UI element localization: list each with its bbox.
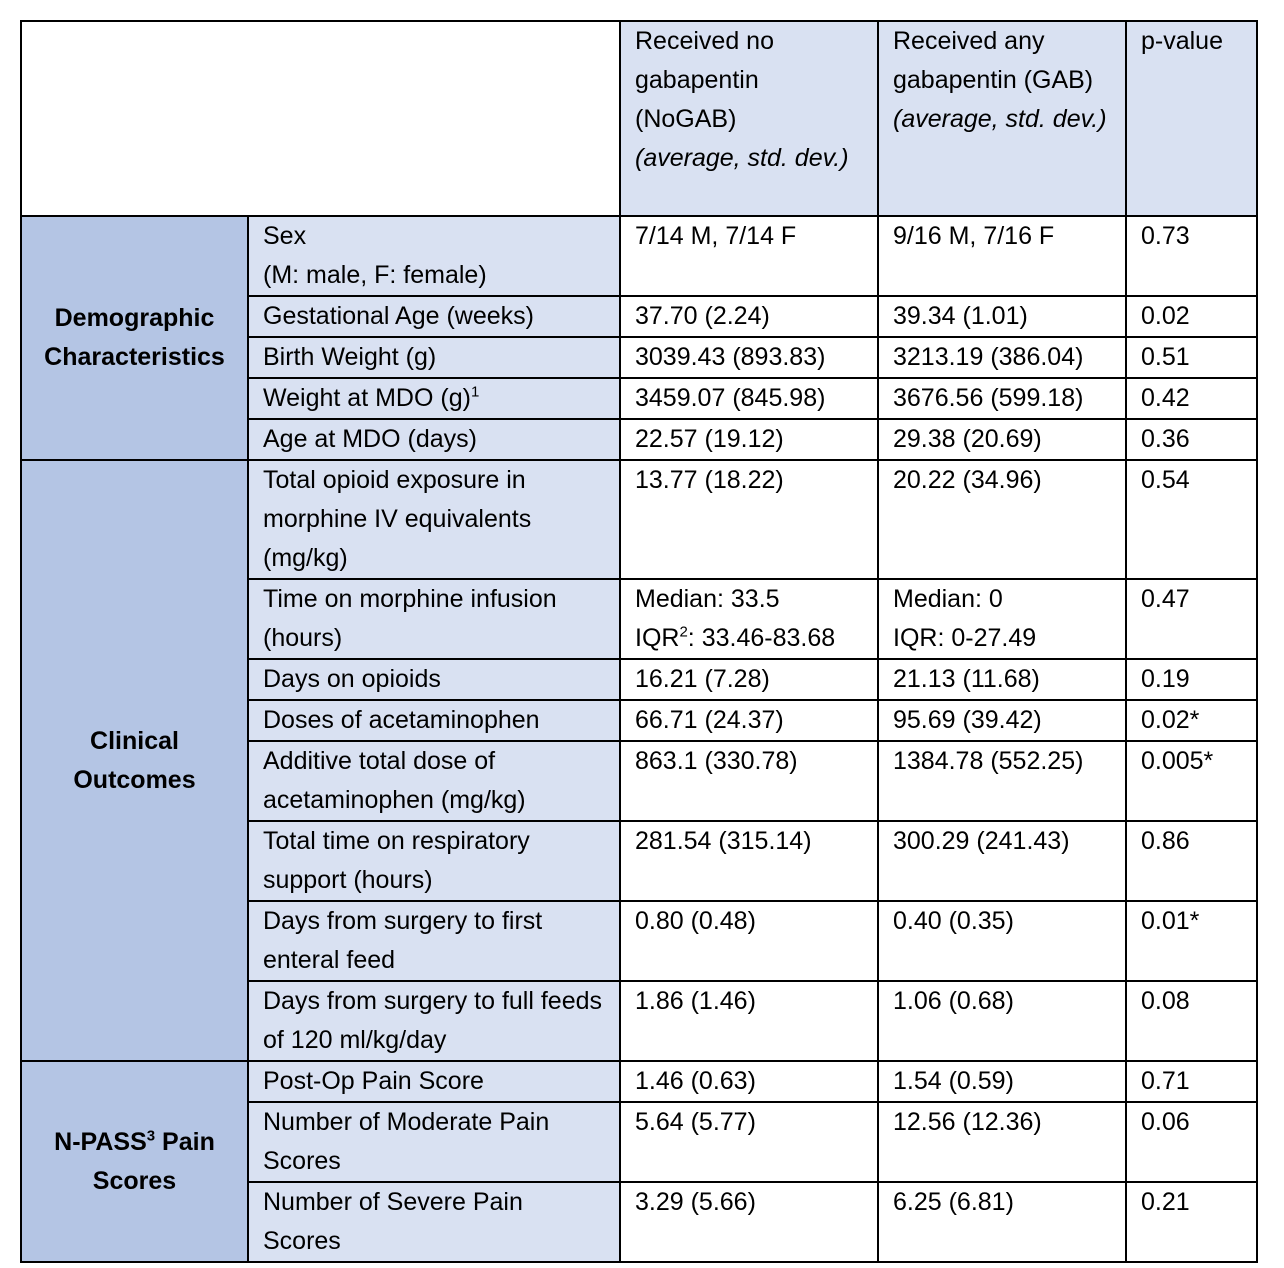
cell-nogab: 3459.07 (845.98) [620, 378, 878, 419]
cell-gab [878, 579, 1126, 659]
row-label: Age at MDO (days) [248, 419, 620, 460]
cell-pvalue: 0.51 [1126, 337, 1257, 378]
cell-pvalue: 0.005* [1126, 741, 1257, 821]
category-npass [21, 1061, 248, 1262]
footnote-marker: 2 [679, 623, 688, 641]
footnote-marker: 3 [146, 1127, 156, 1145]
category-text: N-PASS [54, 1127, 147, 1156]
category-text: Pain Scores [92, 1127, 215, 1195]
row-label: Number of Severe Pain Scores [248, 1182, 620, 1262]
cell-gab: 12.56 (12.36) [878, 1102, 1126, 1182]
cell-line [635, 619, 865, 658]
row-label: Doses of acetaminophen [248, 700, 620, 741]
row-label: Number of Moderate Pain Scores [248, 1102, 620, 1182]
cell-nogab: 7/14 M, 7/14 F [620, 216, 878, 296]
cell-nogab: 5.64 (5.77) [620, 1102, 878, 1182]
cell-gab: 3676.56 (599.18) [878, 378, 1126, 419]
cell-pvalue: 0.86 [1126, 821, 1257, 901]
cell-gab: 1.54 (0.59) [878, 1061, 1126, 1102]
category-demographic: Demographic Characteristics [21, 216, 248, 460]
header-gab-subtitle: (average, std. dev.) [893, 105, 1107, 133]
header-nogab [620, 21, 878, 216]
cell-line: IQR: 0-27.49 [893, 624, 1037, 652]
cell-pvalue: 0.42 [1126, 378, 1257, 419]
cell-gab: 1384.78 (552.25) [878, 741, 1126, 821]
cell-pvalue: 0.71 [1126, 1061, 1257, 1102]
row-label [248, 216, 620, 296]
cell-gab: 20.22 (34.96) [878, 460, 1126, 579]
header-empty-cell [21, 21, 620, 216]
cell-nogab: 281.54 (315.14) [620, 821, 878, 901]
cell-nogab: 22.57 (19.12) [620, 419, 878, 460]
cell-gab: 300.29 (241.43) [878, 821, 1126, 901]
row-label: Post-Op Pain Score [248, 1061, 620, 1102]
cell-gab: 3213.19 (386.04) [878, 337, 1126, 378]
cell-gab: 0.40 (0.35) [878, 901, 1126, 981]
row-label-text: Weight at MDO (g) [263, 384, 471, 412]
header-pvalue: p-value [1126, 21, 1257, 216]
cell-nogab: 66.71 (24.37) [620, 700, 878, 741]
row-label: Additive total dose of acetaminophen (mg/kg) [248, 741, 620, 821]
row-label-line: Sex [263, 222, 307, 250]
cell-nogab: 37.70 (2.24) [620, 296, 878, 337]
header-nogab-title: Received no gabapentin (NoGAB) [635, 27, 774, 133]
cell-pvalue: 0.02* [1126, 700, 1257, 741]
cell-nogab [620, 579, 878, 659]
row-label: Gestational Age (weeks) [248, 296, 620, 337]
row-label: Birth Weight (g) [248, 337, 620, 378]
cell-pvalue: 0.21 [1126, 1182, 1257, 1262]
cell-pvalue: 0.02 [1126, 296, 1257, 337]
cell-gab: 6.25 (6.81) [878, 1182, 1126, 1262]
row-label: Time on morphine infusion (hours) [248, 579, 620, 659]
cell-gab: 39.34 (1.01) [878, 296, 1126, 337]
cell-nogab: 16.21 (7.28) [620, 659, 878, 700]
cell-pvalue: 0.36 [1126, 419, 1257, 460]
cell-line: Median: 33.5 [635, 585, 780, 613]
header-nogab-subtitle: (average, std. dev.) [635, 144, 849, 172]
cell-gab: 9/16 M, 7/16 F [878, 216, 1126, 296]
row-label: Days on opioids [248, 659, 620, 700]
row-label: Days from surgery to first enteral feed [248, 901, 620, 981]
table-row [21, 216, 1257, 296]
cell-nogab: 13.77 (18.22) [620, 460, 878, 579]
cell-pvalue: 0.19 [1126, 659, 1257, 700]
row-label-line: (M: male, F: female) [263, 261, 487, 289]
cell-gab: 21.13 (11.68) [878, 659, 1126, 700]
header-gab-title: Received any gabapentin (GAB) [893, 27, 1094, 94]
row-label: Days from surgery to full feeds of 120 ml/kg/day [248, 981, 620, 1061]
cell-pvalue: 0.08 [1126, 981, 1257, 1061]
cell-pvalue: 0.54 [1126, 460, 1257, 579]
cell-nogab: 1.46 (0.63) [620, 1061, 878, 1102]
cell-nogab: 3.29 (5.66) [620, 1182, 878, 1262]
cell-line: Median: 0 [893, 585, 1003, 613]
table-row [21, 460, 1257, 579]
cell-nogab: 3039.43 (893.83) [620, 337, 878, 378]
cell-text: : 33.46-83.68 [687, 624, 836, 652]
cell-nogab: 0.80 (0.48) [620, 901, 878, 981]
cell-pvalue: 0.06 [1126, 1102, 1257, 1182]
results-table [20, 20, 1258, 1263]
table-row [21, 1061, 1257, 1102]
row-label [248, 378, 620, 419]
cell-text: IQR [635, 624, 680, 652]
cell-nogab: 1.86 (1.46) [620, 981, 878, 1061]
cell-gab: 95.69 (39.42) [878, 700, 1126, 741]
header-gab [878, 21, 1126, 216]
cell-gab: 1.06 (0.68) [878, 981, 1126, 1061]
category-clinical: Clinical Outcomes [21, 460, 248, 1061]
cell-gab: 29.38 (20.69) [878, 419, 1126, 460]
footnote-marker: 1 [470, 383, 480, 401]
cell-pvalue: 0.47 [1126, 579, 1257, 659]
row-label: Total time on respiratory support (hours) [248, 821, 620, 901]
cell-pvalue: 0.73 [1126, 216, 1257, 296]
cell-pvalue: 0.01* [1126, 901, 1257, 981]
cell-nogab: 863.1 (330.78) [620, 741, 878, 821]
header-row [21, 21, 1257, 216]
row-label: Total opioid exposure in morphine IV equivalents (mg/kg) [248, 460, 620, 579]
